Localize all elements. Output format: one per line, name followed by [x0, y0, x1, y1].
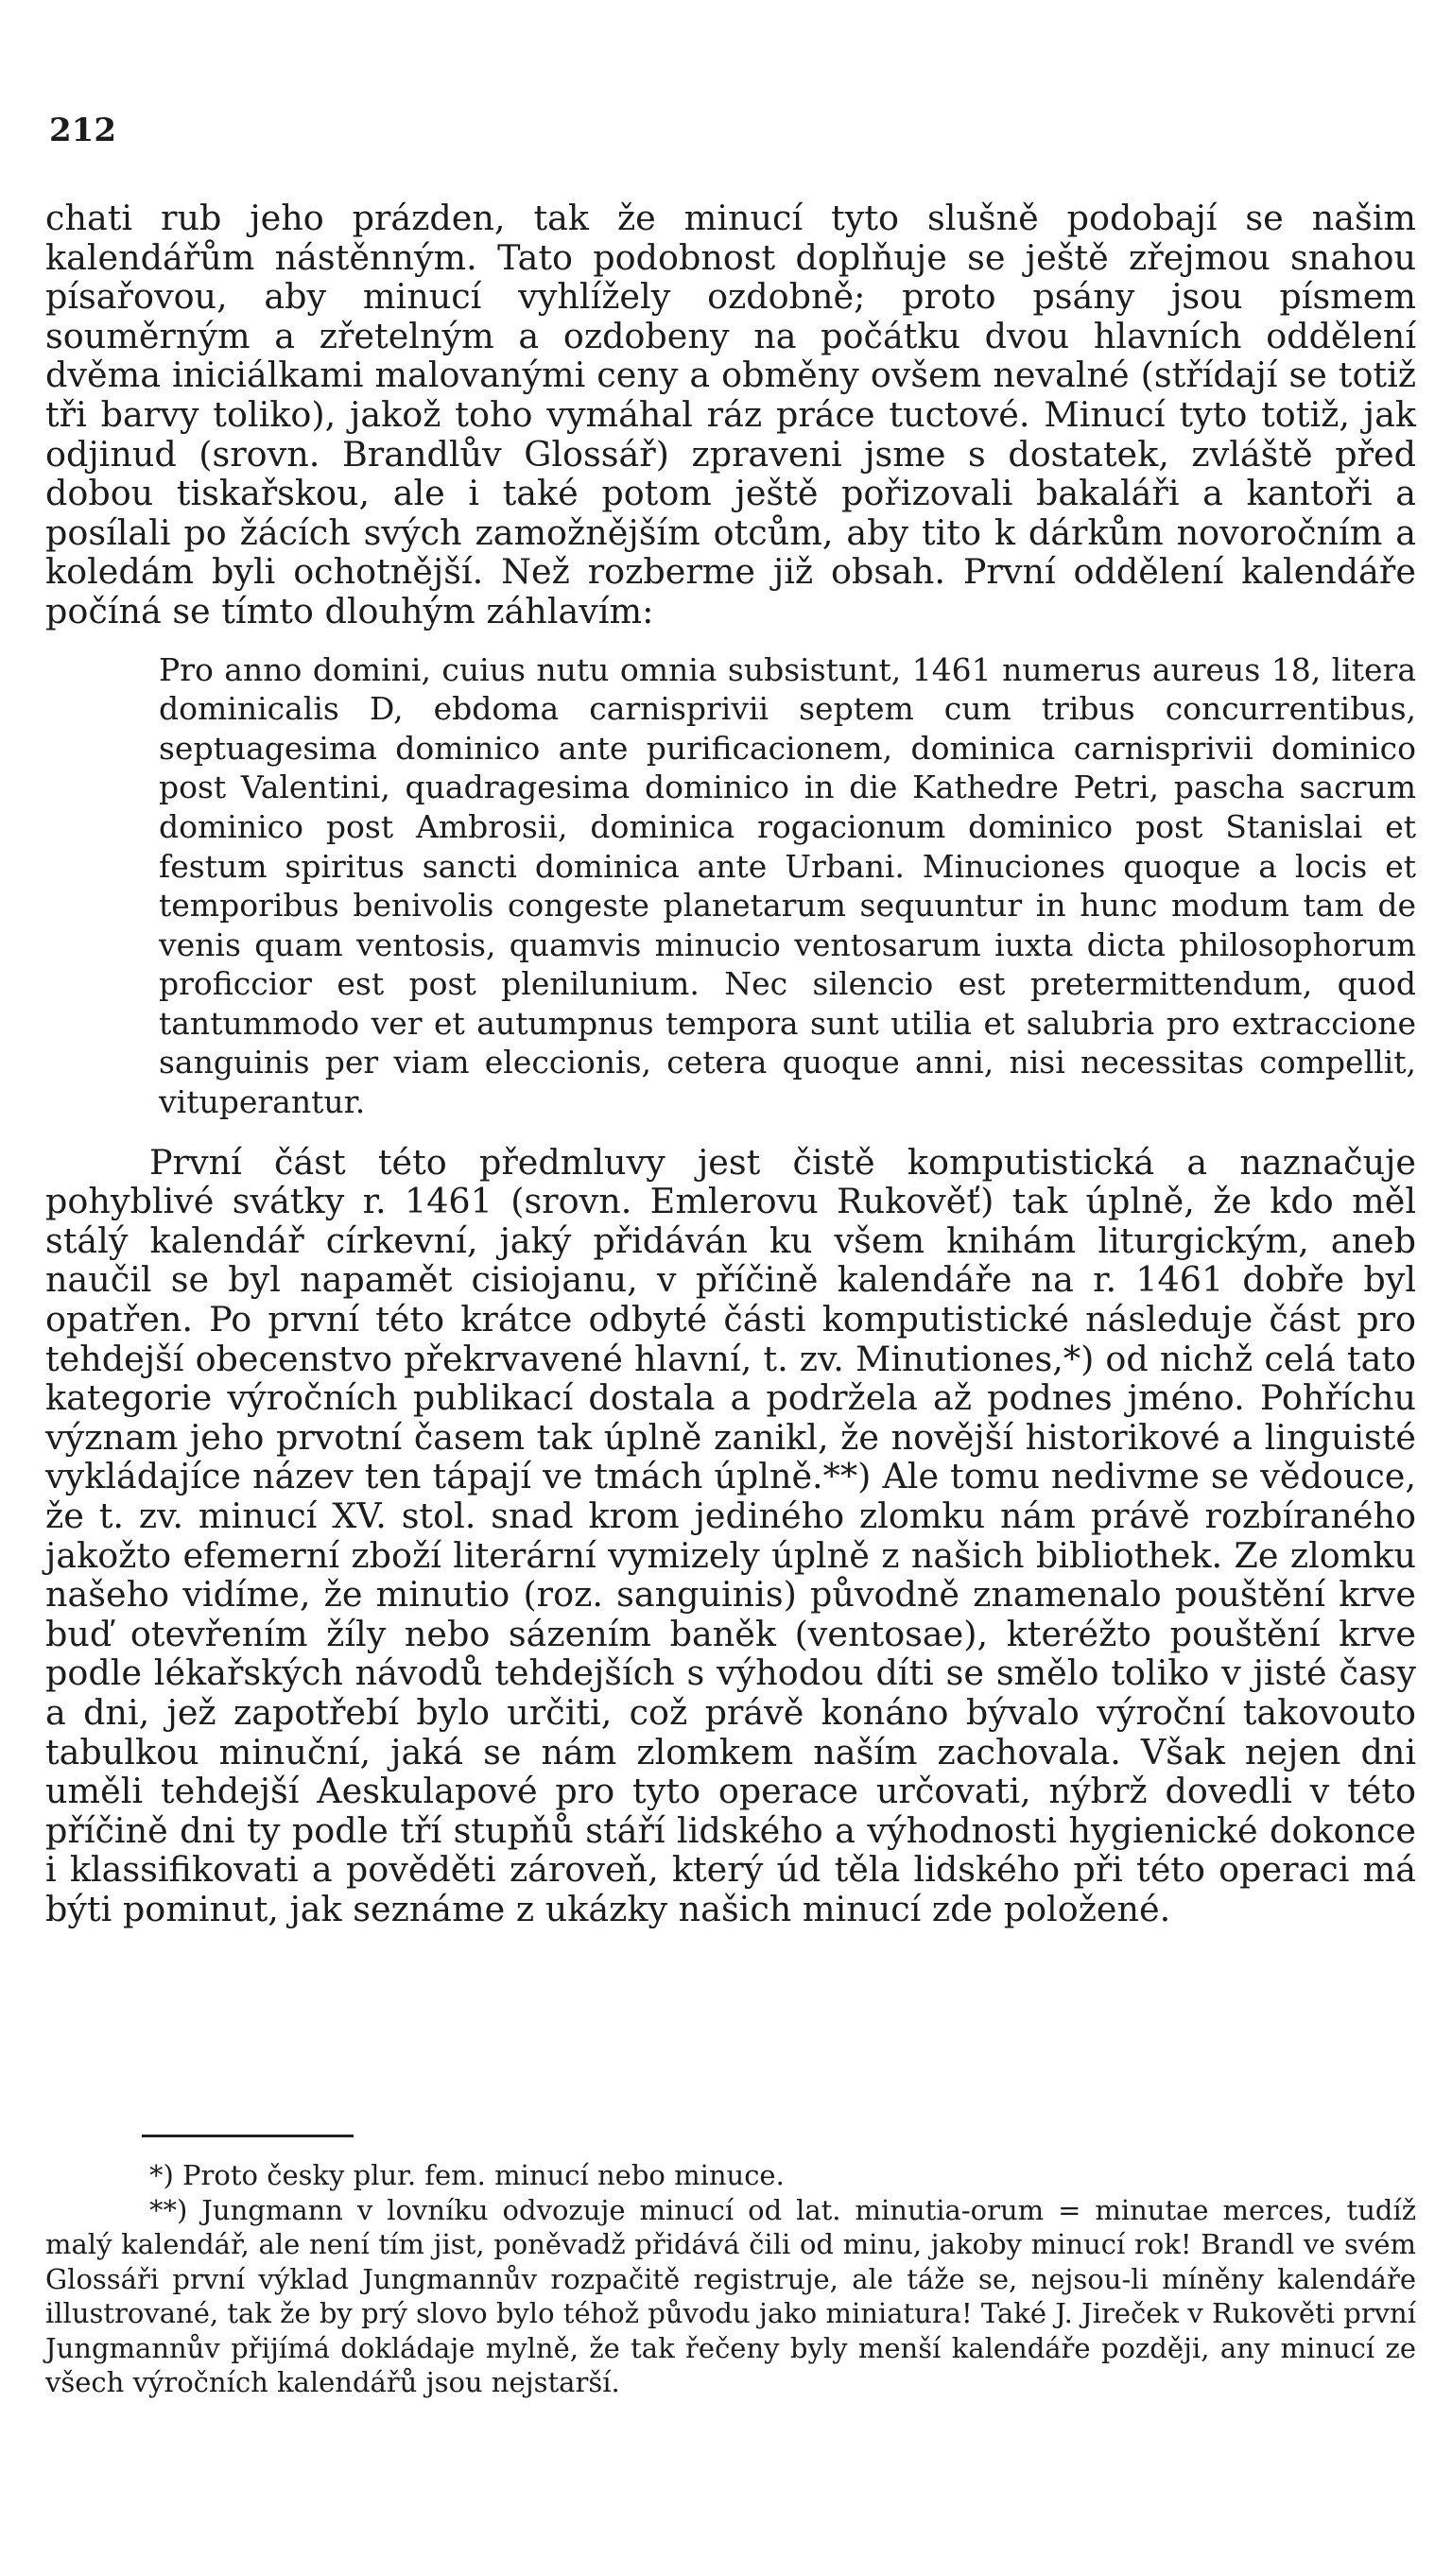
latin-heading-quote: Pro anno domini, cuius nutu omnia subsistunt, 1461 numerus aureus 18, litera dominicalis D, ebdoma carnisprivii septem cum tribus concurrentibus, septuagesima dominico ante purificacionem, dominica carnisprivii dominico post Valentini, quadragesima dominico in die Kathedre Petri, pascha sacrum dominico post Ambrosii, dominica rogacionum dominico post Stanislai et festum spiritus sancti dominica ante Urbani. Minuciones quoque a locis et temporibus benivolis congeste planetarum sequuntur in hunc modum tam de venis quam ventosis, quamvis minucio ventosarum iuxta dicta philosophorum proficcior est post plenilunium. Nec silencio est pretermittendum, quod tantummodo ver et autumpnus tempora sunt utilia et salubria pro extraccione sanguinis per viam eleccionis, cetera quoque anni, nisi necessitas compellit, vituperantur.: [159, 650, 1416, 1121]
footnote-1: *) Proto česky plur. fem. minucí nebo minuce.: [149, 2159, 785, 2191]
page-number: 212: [49, 112, 116, 149]
paragraph-intro: chati rub jeho prázden, tak že minucí tyto slušně podobají se našim kalendářům nástěnným. Tato podobnost doplňuje se ještě zřejmou snahou písařovou, aby minucí vyhlížely ozdobně; proto psány jsou písmem souměrným a zřetelným a ozdobeny na počátku dvou hlavních oddělení dvěma iniciálkami malovanými ceny a obměny ovšem nevalné (střídají se totiž tři barvy toliko), jakož toho vymáhal ráz práce tuctové. Minucí tyto totiž, jak odjinud (srovn. Brandlův Glossář) zpraveni jsme s dostatek, zvláště před dobou tiskařskou, ale i také potom ještě pořizovali bakaláři a kantoři a posílali po žácích svých zamožnějším otcům, aby tito k dárkům novoročním a koledám byli ochotnější. Než rozberme již obsah. První oddělení kalendáře počíná se tímto dlouhým záhlavím:: [45, 198, 1416, 631]
main-text: [45, 199, 1416, 1929]
footnotes: [45, 2158, 1416, 2400]
footnote-separator: [142, 2135, 354, 2137]
paragraph-commentary: První část této předmluvy jest čistě komputistická a naznačuje pohyblivé svátky r. 1461 (srovn. Emlerovu Rukověť) tak úplně, že kdo měl stálý kalendář církevní, jaký přidáván ku všem knihám liturgickým, aneb naučil se byl napamět cisiojanu, v příčině kalendáře na r. 1461 dobře byl opatřen. Po první této krátce odbyté části komputistické následuje část pro tehdejší obecenstvo překrvavené hlavní, t. zv. Minutiones,*) od nichž celá tato kategorie výročních publikací dostala a podržela až podnes jméno. Pohříchu význam jeho prvotní časem tak úplně zanikl, že novější historikové a linguisté vykládajíce název ten tápají ve tmách úplně.**) Ale tomu nedivme se vědouce, že t. zv. minucí XV. stol. snad krom jediného zlomku nám právě rozbíraného jakožto efemerní zboží literární vymizely úplně z našich bibliothek. Ze zlomku našeho vidíme, že minutio (roz. sanguinis) původně znamenalo pouštění krve buď otevřením žíly nebo sázením baněk (ventosae), kteréžto pouštění krve podle lékařských návodů tehdejších s výhodou díti se smělo toliko v jisté časy a dni, jež zapotřebí bylo určiti, což právě konáno bývalo výroční takovouto tabulkou minuční, jaká se nám zlomkem naším zachovala. Však nejen dni uměli tehdejší Aeskulapové pro tyto operace určovati, nýbrž dovedli v této příčině dni ty podle tří stupňů stáří lidského a výhodnosti hygienické dokonce i klassifikovati a pověděti zároveň, který úd těla lidského při této operaci má býti pominut, jak seznáme z ukázky našich minucí zde položené.: [45, 1141, 1416, 1929]
footnote-2: **) Jungmann v lovníku odvozuje minucí od lat. minutia-orum = minutae merces, tudíž malý kalendář, ale není tím jist, poněvadž přidává čili od minu, jakoby minucí rok! Brandl ve svém Glossáři první výklad Jungmannův rozpačitě registruje, ale táže se, nejsou-li míněny kalendáře illustrované, tak že by prý slovo bylo téhož původu jako miniatura! Také J. Jireček v Rukověti první Jungmannův přijímá dokládaje mylně, že tak řečeny byly menší kalendáře později, any minucí ze všech výročních kalendářů jsou nejstarší.: [45, 2193, 1416, 2398]
